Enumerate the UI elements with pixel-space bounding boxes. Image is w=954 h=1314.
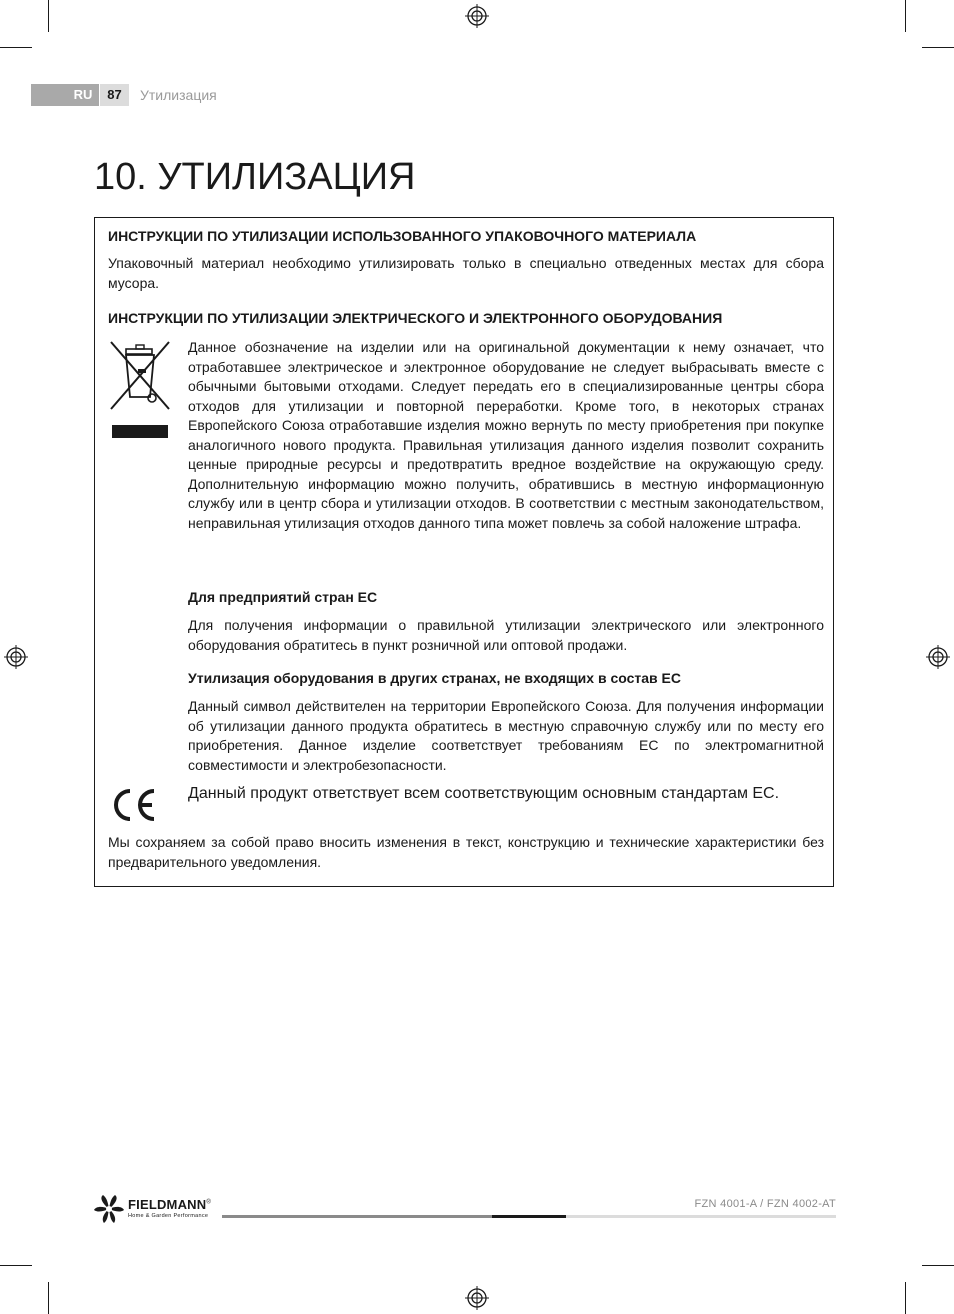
eu-heading: Для предприятий стран ЕС bbox=[188, 589, 378, 605]
crossed-out-wheelie-bin-icon bbox=[108, 339, 172, 443]
footer-rule bbox=[492, 1215, 566, 1218]
eu-text: Для получения информации о правильной утилизации электрического или электронного оборудования обратитесь в пункт розничной или оптовой продажи. bbox=[188, 617, 824, 653]
crop-mark bbox=[0, 47, 32, 48]
content-box bbox=[94, 217, 834, 887]
non-eu-heading: Утилизация оборудования в других странах, не входящих в состав ЕС bbox=[188, 670, 681, 686]
packaging-text: Упаковочный материал необходимо утилизировать только в специально отведенных местах для сбора мусора. bbox=[108, 255, 824, 291]
fieldmann-logo-icon bbox=[93, 1194, 125, 1224]
registration-mark-icon bbox=[4, 645, 28, 669]
page-title: 10. УТИЛИЗАЦИЯ bbox=[94, 156, 416, 198]
weee-heading: ИНСТРУКЦИИ ПО УТИЛИЗАЦИИ ЭЛЕКТРИЧЕСКОГО И ЭЛЕКТРОННОГО ОБОРУДОВАНИЯ bbox=[108, 310, 723, 326]
page-number: 87 bbox=[100, 84, 129, 106]
crop-mark bbox=[922, 1265, 954, 1266]
model-number: FZN 4001-A / FZN 4002-AT bbox=[694, 1198, 836, 1210]
crop-mark bbox=[905, 1282, 906, 1314]
non-eu-text: Данный символ действителен на территории Европейского Союза. Для получения информации об утилизации данного продукта обратитесь в местную справочную службу или по месту его приобретения. Данное изделие соответствует требованиям ЕС по электромагнитной совместимости и электробезопасности. bbox=[188, 698, 824, 773]
section-name: Утилизация bbox=[140, 87, 217, 103]
ce-text: Данный продукт ответствует всем соответствующим основным стандартам ЕС. bbox=[188, 785, 780, 802]
language-code: RU bbox=[73, 87, 93, 102]
ce-mark-icon bbox=[108, 786, 158, 824]
footer-rule bbox=[566, 1215, 836, 1218]
registration-mark-icon bbox=[926, 645, 950, 669]
crop-mark bbox=[48, 0, 49, 32]
brand-name: FIELDMANN® bbox=[128, 1197, 211, 1212]
weee-text: Данное обозначение на изделии или на оригинальной документации к нему означает, что отработавшее электрическое и электронное оборудование не следует выбрасывать вместе с обычными бытовыми отходами. Следует передать его в специализированные центры сбора отходов для утилизации и повторной переработки. Кроме того, в некоторых странах Европейского Союза отработавшие изделия можно вернуть по месту приобретения при покупке аналогичного нового продукта. Правильная утилизация данного изделия позволит сохранить ценные природные ресурсы и предотвратить вредное воздействие на окружающую среду. Дополнительную информацию можно получить, обратившись в местную информационную службу или в центр сбора и утилизации отходов. В соответствии с местным законодательством, неправильная утилизация отходов данного типа может повлечь за собой наложение штрафа. bbox=[188, 339, 824, 531]
crop-mark bbox=[922, 47, 954, 48]
registered-mark: ® bbox=[206, 1199, 211, 1206]
crop-mark bbox=[48, 1282, 49, 1314]
crop-mark bbox=[0, 1265, 32, 1266]
brand-tagline: Home & Garden Performance bbox=[128, 1213, 209, 1219]
disclaimer-text: Мы сохраняем за собой право вносить изменения в текст, конструкцию и технические характеристики без предварительного уведомления. bbox=[108, 834, 824, 870]
packaging-heading: ИНСТРУКЦИИ ПО УТИЛИЗАЦИИ ИСПОЛЬЗОВАННОГО УПАКОВОЧНОГО МАТЕРИАЛА bbox=[108, 228, 697, 244]
registration-mark-icon bbox=[465, 1286, 489, 1310]
registration-mark-icon bbox=[465, 4, 489, 28]
footer-rule bbox=[222, 1215, 492, 1218]
crop-mark bbox=[905, 0, 906, 32]
